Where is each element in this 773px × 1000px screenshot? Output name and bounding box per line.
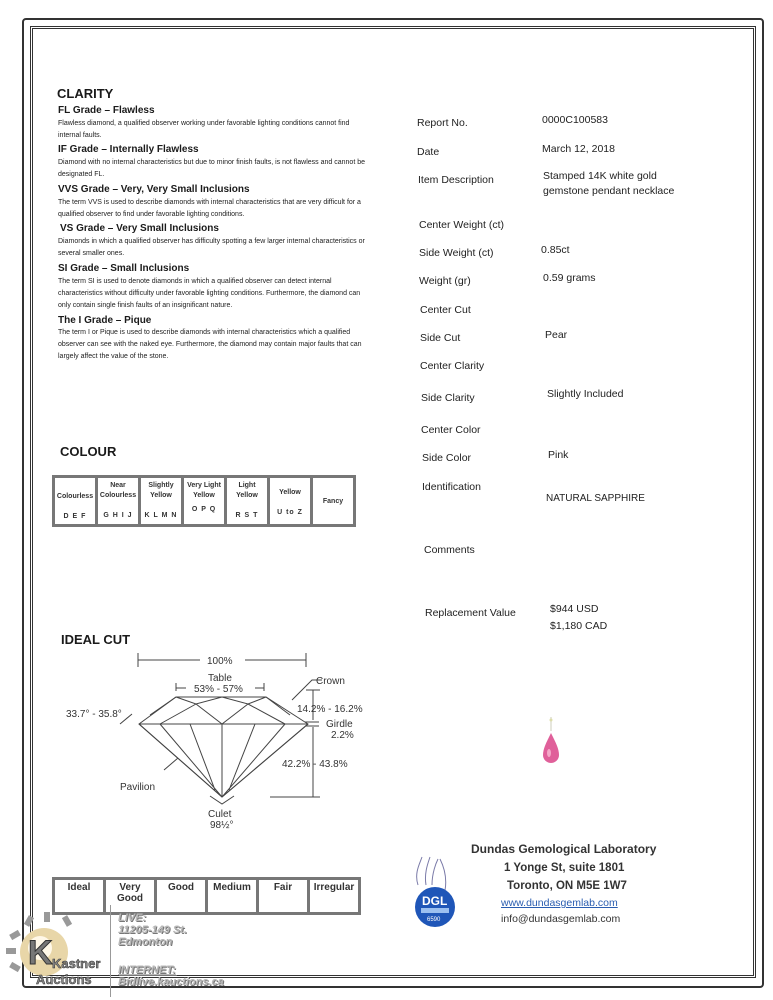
logo-text-line1: Kastner	[52, 956, 101, 971]
lab-email: info@dundasgemlab.com	[501, 913, 621, 925]
crown-label: Crown	[316, 676, 345, 687]
replacement-value-label: Replacement Value	[425, 607, 516, 619]
seal-text: DGL	[422, 894, 448, 908]
grade-text: The term VVS is used to describe diamonds with internal characteristics that are very difficult for a qualified observer to find under favorable lighting conditions.	[58, 199, 361, 218]
report-no-label: Report No.	[417, 117, 468, 129]
colour-title: COLOUR	[60, 444, 117, 459]
colour-code: R S T	[235, 512, 259, 519]
logo-text-line2: Auctions	[36, 972, 92, 987]
cut-grade-table	[52, 877, 361, 915]
watermark-live-city: Edmonton	[118, 936, 173, 948]
side-cut-label: Side Cut	[420, 332, 461, 344]
center-weight-label: Center Weight (ct)	[419, 219, 504, 231]
culet-value: 98½°	[210, 820, 234, 831]
table-range: 53% - 57%	[194, 684, 243, 695]
grade-heading: VVS Grade – Very, Very Small Inclusions	[58, 184, 250, 195]
side-color-value: Pink	[548, 449, 569, 461]
grade-text: Diamonds in which a qualified observer has difficulty spotting a few larger internal characteristics or several smaller ones.	[58, 238, 365, 257]
side-weight-value: 0.85ct	[541, 244, 570, 256]
cut-grade-cell: Medium	[208, 880, 256, 912]
side-weight-label: Side Weight (ct)	[419, 247, 494, 259]
cut-grade-cell: Ideal	[55, 880, 103, 912]
colour-name: Colourless	[56, 493, 94, 500]
kastner-auctions-logo	[4, 912, 114, 990]
weight-label: Weight (gr)	[419, 275, 471, 287]
replacement-value-usd: $944 USD	[550, 603, 599, 615]
report-no-value: 0000C100583	[542, 114, 608, 126]
center-clarity-label: Center Clarity	[420, 360, 485, 372]
identification-label: Identification	[422, 481, 481, 493]
pavilion-label: Pavilion	[120, 782, 156, 793]
colour-code: G H I J	[103, 512, 133, 519]
pavilion-depth: 42.2% - 43.8%	[282, 759, 348, 770]
center-color-label: Center Color	[421, 424, 481, 436]
grade-text: The term I or Pique is used to describe diamonds with internal characteristics which a qualified observer can see with the naked eye. Furthermore, the diamond may contain major faults that can largely affect the value of the stone.	[58, 329, 362, 360]
grade-heading: FL Grade – Flawless	[58, 105, 155, 116]
comments-label: Comments	[424, 544, 475, 556]
grade-heading: SI Grade – Small Inclusions	[58, 263, 190, 274]
colour-code: D E F	[63, 513, 87, 520]
colour-name: Light Yellow	[236, 482, 258, 499]
grade-heading: IF Grade – Internally Flawless	[58, 144, 199, 155]
weight-value: 0.59 grams	[543, 272, 596, 284]
date-label: Date	[417, 146, 440, 158]
grade-text: The term SI is used to denote diamonds in which a qualified observer can detect internal characteristics without difficulty under favorable lighting conditions. Furthermore, the diamond can only contain single finish faults of an insignificant nature.	[58, 278, 361, 309]
cut-grade-cell: Irregular	[310, 880, 358, 912]
cut-grade-cell: Very Good	[106, 880, 154, 912]
lab-website-link[interactable]: www.dundasgemlab.com	[501, 897, 618, 909]
grade-text: Flawless diamond, a qualified observer working under favorable lighting conditions cannot find internal faults.	[58, 120, 350, 139]
colour-name: Fancy	[322, 498, 344, 505]
girdle-value: 2.2%	[331, 730, 354, 741]
table-label: Table	[208, 673, 232, 684]
pendant-photo	[536, 715, 566, 775]
colour-code: U to Z	[277, 509, 303, 516]
crown-height: 14.2% - 16.2%	[297, 704, 363, 715]
culet-label: Culet	[208, 809, 232, 820]
identification-value: NATURAL SAPPHIRE	[546, 493, 645, 504]
lab-address-line1: 1 Yonge St, suite 1801	[504, 862, 625, 874]
watermark-internet-url: Bidlive.kauctions.ca	[118, 976, 224, 988]
item-description-value: Stamped 14K white gold gemstone pendant necklace	[543, 170, 675, 197]
side-color-label: Side Color	[422, 452, 472, 464]
center-cut-label: Center Cut	[420, 304, 471, 316]
watermark-live-label: LIVE:	[118, 912, 147, 924]
watermark-divider	[110, 905, 111, 997]
colour-code: K L M N	[144, 512, 178, 519]
replacement-value-cad: $1,180 CAD	[550, 620, 608, 632]
side-clarity-value: Slightly Included	[547, 388, 624, 400]
grade-heading: VS Grade – Very Small Inclusions	[60, 223, 219, 234]
colour-code: O P Q	[191, 506, 217, 513]
cut-grade-cell: Fair	[259, 880, 307, 912]
seal-number: 6590	[427, 917, 441, 923]
lab-name: Dundas Gemological Laboratory	[471, 842, 657, 856]
ideal-cut-title: IDEAL CUT	[61, 632, 131, 647]
side-cut-value: Pear	[545, 329, 568, 341]
watermark-live-address: 11205-149 St.	[118, 924, 187, 936]
svg-text:K: K	[28, 934, 53, 972]
watermark-internet-label: INTERNET:	[118, 964, 176, 976]
side-clarity-label: Side Clarity	[421, 392, 475, 404]
colour-name: Near Colourless	[99, 482, 137, 499]
grade-heading: The I Grade – Pique	[58, 315, 152, 326]
colour-name: Yellow	[279, 489, 301, 496]
crown-angle: 33.7° - 35.8°	[66, 709, 122, 720]
width-label: 100%	[207, 656, 233, 667]
clarity-title: CLARITY	[57, 86, 114, 101]
grade-text: Diamond with no internal characteristics but due to minor finish faults, is not flawless and cannot be designated FL.	[58, 159, 365, 178]
date-value: March 12, 2018	[542, 143, 615, 155]
girdle-label: Girdle	[326, 719, 353, 730]
lab-address-line2: Toronto, ON M5E 1W7	[507, 880, 627, 892]
colour-name: Slightly Yellow	[148, 482, 174, 499]
dgl-seal	[410, 855, 470, 930]
cut-grade-cell: Good	[157, 880, 205, 912]
item-description-label: Item Description	[418, 174, 494, 186]
colour-name: Very Light Yellow	[187, 482, 221, 499]
